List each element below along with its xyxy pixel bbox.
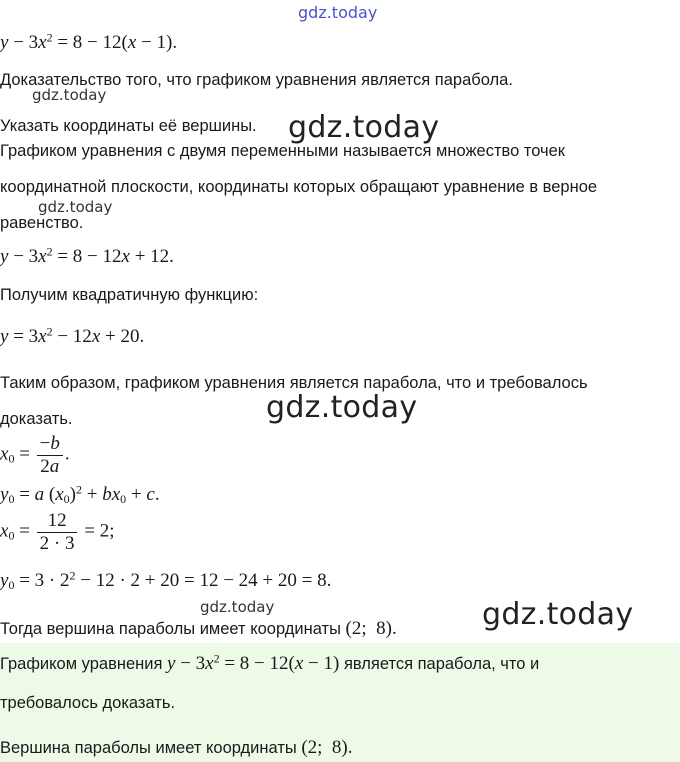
answer-line-3 xyxy=(0,737,353,759)
answer-coordinates: (2; 8). xyxy=(301,737,353,758)
conclusion-line: Таким образом, графиком уравнения является парабола, что и требовалось xyxy=(0,374,588,392)
y0-formula: $y_0 = a$ $(x_0)^2 + bx_0 + c$. xyxy=(0,482,160,506)
x0-formula: $x_0$ = $\frac{-b}{2a}$ . xyxy=(0,433,70,477)
vertex-line: Тогда вершина параболы имеет координаты (2; 8). xyxy=(0,618,397,639)
conclusion-line: доказать. xyxy=(0,410,73,428)
x0-calculation: $x_0$ = $\frac{12}{2 \cdot 3}$ = 2; xyxy=(0,510,115,554)
watermark-big: gdz.today xyxy=(288,110,440,145)
task-proof-line: Доказательство того, что графиком уравнения является парабола. xyxy=(0,71,513,89)
answer-box xyxy=(0,643,680,762)
quadratic-intro: Получим квадратичную функцию: xyxy=(0,286,259,304)
answer-text: является парабола, что и xyxy=(343,655,540,673)
answer-text: Вершина параболы имеет координаты xyxy=(0,739,297,757)
watermark-small: gdz.today xyxy=(38,198,113,216)
answer-equation: $y - 3x^2 = 8 - 12(x - 1)$ xyxy=(167,651,340,674)
y0-calculation: $y_0 = 3 \cdot 2^2 - 12 \cdot 2 + 20 = 12 - 24 + 20 = 8$. xyxy=(0,568,332,592)
watermark-small: gdz.today xyxy=(32,86,107,104)
answer-text: Графиком уравнения xyxy=(0,655,163,673)
watermark-top: gdz.today xyxy=(298,3,378,22)
answer-line-2: требовалось доказать. xyxy=(0,694,176,712)
watermark-big: gdz.today xyxy=(482,597,634,632)
expanded-equation: $y - 3x^2 = 8 - 12x + 12$. xyxy=(0,244,174,267)
quadratic-equation: $y = 3x^2 - 12x + 20$. xyxy=(0,324,145,347)
definition-line: Графиком уравнения с двумя переменными называется множество точек xyxy=(0,142,566,160)
watermark-small: gdz.today xyxy=(200,598,275,616)
definition-line: равенство. xyxy=(0,214,84,232)
watermark-big: gdz.today xyxy=(266,390,418,425)
task-vertex-line: Указать координаты её вершины. xyxy=(0,117,257,135)
definition-line: координатной плоскости, координаты которых обращают уравнение в верное xyxy=(0,178,598,196)
answer-line-1 xyxy=(0,653,539,675)
task-equation: $y - 3x^2 = 8 - 12(x - 1)$. xyxy=(0,30,178,53)
